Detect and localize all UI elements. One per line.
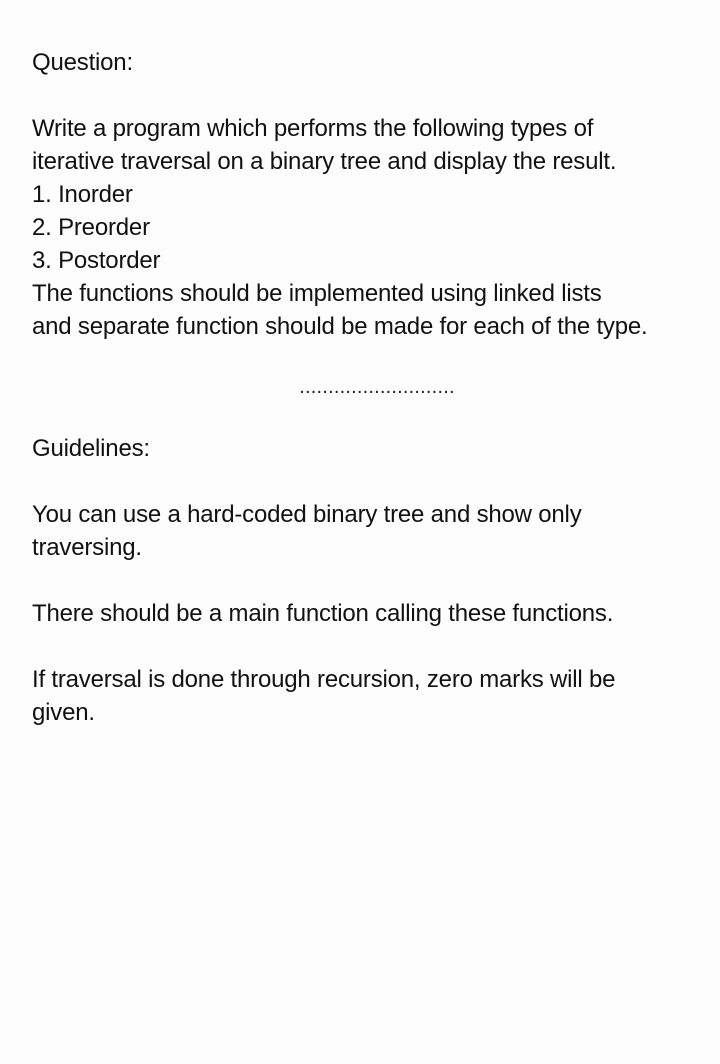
guidelines-heading: Guidelines: [32, 435, 150, 462]
spacer [32, 630, 692, 663]
spacer [32, 404, 692, 432]
document-body [32, 46, 692, 729]
list-item-preorder: 2. Preorder [32, 214, 150, 241]
spacer [32, 465, 692, 498]
spacer [32, 343, 692, 371]
guideline-line: There should be a main function calling these functions. [32, 600, 614, 627]
question-line: Write a program which performs the following types of [32, 115, 594, 142]
guideline-line: You can use a hard-coded binary tree and show only [32, 501, 582, 528]
list-item-postorder: 3. Postorder [32, 247, 161, 274]
question-line: The functions should be implemented using linked lists [32, 280, 602, 307]
question-heading: Question: [32, 49, 133, 76]
guideline-line: given. [32, 699, 95, 726]
list-item-inorder: 1. Inorder [32, 181, 133, 208]
question-line: and separate function should be made for each of the type. [32, 313, 648, 340]
guideline-line: If traversal is done through recursion, zero marks will be [32, 666, 616, 693]
spacer [32, 564, 692, 597]
spacer [32, 79, 692, 112]
dotted-separator: ........................... [299, 376, 455, 398]
guideline-line: traversing. [32, 534, 142, 561]
question-line: iterative traversal on a binary tree and display the result. [32, 148, 617, 175]
